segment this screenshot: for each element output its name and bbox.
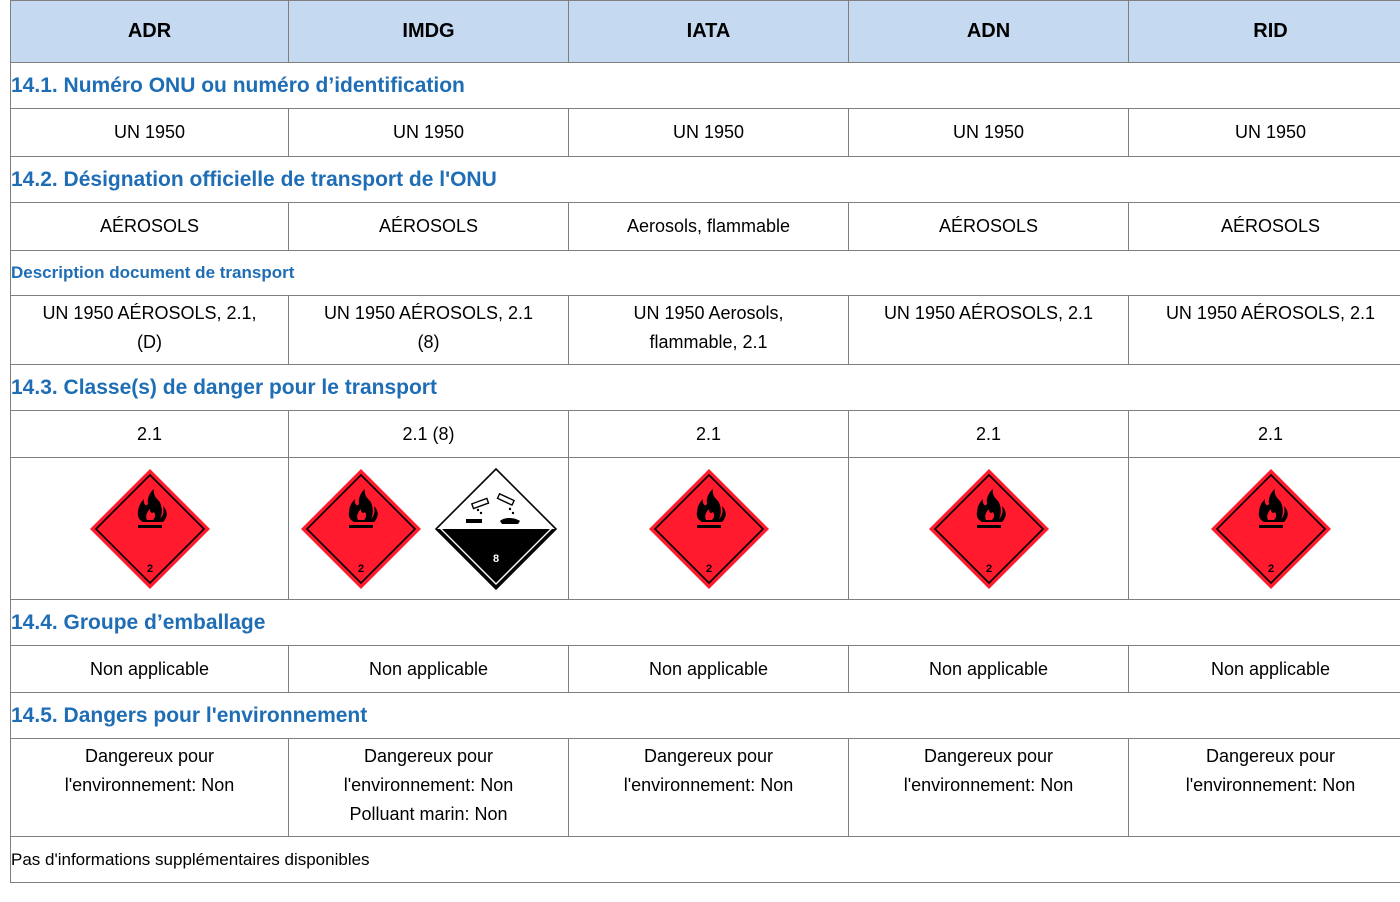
section-title-row bbox=[11, 600, 1400, 646]
flammable-gas-class-2-icon bbox=[647, 467, 771, 591]
section-title-hazard-class: 14.3. Classe(s) de danger pour le transport bbox=[11, 365, 1400, 411]
hazard-class-cell-adn: 2.1 bbox=[849, 411, 1129, 458]
table-row bbox=[11, 646, 1400, 693]
environment-cell-rid bbox=[1129, 739, 1400, 837]
class-number-label: 2 bbox=[1267, 562, 1274, 575]
section-title-un-number: 14.1. Numéro ONU ou numéro d’identification bbox=[11, 63, 1400, 109]
environment-line: l'environnement: Non bbox=[1185, 775, 1356, 795]
section-title-row bbox=[11, 157, 1400, 203]
transport-doc-cell-adr bbox=[11, 296, 289, 365]
header-row bbox=[11, 1, 1400, 63]
pictogram-row bbox=[11, 458, 1400, 600]
pictogram-cell-adn bbox=[849, 458, 1129, 600]
flammable-gas-class-2-icon bbox=[299, 467, 423, 591]
environment-cell-imdg bbox=[289, 739, 569, 837]
environment-line: l'environnement: Non bbox=[623, 775, 794, 795]
column-header-adn: ADN bbox=[849, 1, 1129, 63]
column-header-rid: RID bbox=[1129, 1, 1400, 63]
subsection-title-transport-doc: Description document de transport bbox=[11, 251, 1400, 296]
section-title-row bbox=[11, 693, 1400, 739]
environment-line: Polluant marin: Non bbox=[349, 804, 508, 824]
packing-group-cell-iata: Non applicable bbox=[569, 646, 849, 693]
table-row bbox=[11, 203, 1400, 251]
corrosive-class-8-icon bbox=[434, 467, 558, 591]
packing-group-cell-imdg: Non applicable bbox=[289, 646, 569, 693]
shipping-name-cell-rid: AÉROSOLS bbox=[1129, 203, 1400, 251]
class-number-label: 2 bbox=[357, 562, 365, 575]
hazard-class-cell-iata: 2.1 bbox=[569, 411, 849, 458]
column-header-iata: IATA bbox=[569, 1, 849, 63]
environment-line: Dangereux pour bbox=[1205, 746, 1336, 766]
subsection-title-row bbox=[11, 251, 1400, 296]
section-title-shipping-name: 14.2. Désignation officielle de transport de l'ONU bbox=[11, 157, 1400, 203]
transport-doc-line: UN 1950 AÉROSOLS, 2.1, bbox=[42, 303, 257, 323]
pictogram-cell-rid bbox=[1129, 458, 1400, 600]
transport-doc-cell-adn bbox=[849, 296, 1129, 365]
environment-cell-iata bbox=[569, 739, 849, 837]
shipping-name-cell-imdg: AÉROSOLS bbox=[289, 203, 569, 251]
class-number-label: 2 bbox=[705, 562, 712, 575]
un-number-cell-adn: UN 1950 bbox=[849, 109, 1129, 157]
transport-doc-line: (D) bbox=[137, 332, 162, 352]
class-number-label: 8 bbox=[492, 552, 500, 565]
flammable-gas-class-2-icon bbox=[1209, 467, 1333, 591]
footer-row bbox=[11, 837, 1400, 883]
class-number-label: 2 bbox=[985, 562, 992, 575]
pictogram-cell-iata bbox=[569, 458, 849, 600]
environment-line: l'environnement: Non bbox=[903, 775, 1074, 795]
shipping-name-cell-iata: Aerosols, flammable bbox=[569, 203, 849, 251]
pictogram-cell-imdg bbox=[289, 458, 569, 600]
packing-group-cell-rid: Non applicable bbox=[1129, 646, 1400, 693]
table-row bbox=[11, 411, 1400, 458]
section-title-row bbox=[11, 365, 1400, 411]
transport-doc-line: UN 1950 Aerosols, bbox=[633, 303, 784, 323]
un-number-cell-imdg: UN 1950 bbox=[289, 109, 569, 157]
transport-doc-line: (8) bbox=[417, 332, 440, 352]
un-number-cell-adr: UN 1950 bbox=[11, 109, 289, 157]
environment-line: Dangereux pour bbox=[643, 746, 774, 766]
footer-note: Pas d'informations supplémentaires disponibles bbox=[11, 837, 1400, 883]
section-title-packing-group: 14.4. Groupe d’emballage bbox=[11, 600, 1400, 646]
table-row bbox=[11, 109, 1400, 157]
shipping-name-cell-adn: AÉROSOLS bbox=[849, 203, 1129, 251]
transport-doc-line: UN 1950 AÉROSOLS, 2.1 bbox=[883, 303, 1094, 323]
environment-line: Dangereux pour bbox=[363, 746, 494, 766]
packing-group-cell-adr: Non applicable bbox=[11, 646, 289, 693]
environment-line: Dangereux pour bbox=[84, 746, 215, 766]
hazard-class-cell-rid: 2.1 bbox=[1129, 411, 1400, 458]
environment-line: l'environnement: Non bbox=[343, 775, 514, 795]
table-row bbox=[11, 296, 1400, 365]
section-title-row bbox=[11, 63, 1400, 109]
class-number-label: 2 bbox=[146, 562, 153, 575]
shipping-name-cell-adr: AÉROSOLS bbox=[11, 203, 289, 251]
environment-line: l'environnement: Non bbox=[64, 775, 235, 795]
section-title-environment: 14.5. Dangers pour l'environnement bbox=[11, 693, 1400, 739]
transport-doc-line: flammable, 2.1 bbox=[649, 332, 768, 352]
environment-cell-adn bbox=[849, 739, 1129, 837]
packing-group-cell-adn: Non applicable bbox=[849, 646, 1129, 693]
un-number-cell-rid: UN 1950 bbox=[1129, 109, 1400, 157]
table-row bbox=[11, 739, 1400, 837]
environment-cell-adr bbox=[11, 739, 289, 837]
environment-line: Dangereux pour bbox=[923, 746, 1054, 766]
flammable-gas-class-2-icon bbox=[927, 467, 1051, 591]
column-header-adr: ADR bbox=[11, 1, 289, 63]
transport-doc-line: UN 1950 AÉROSOLS, 2.1 bbox=[1165, 303, 1376, 323]
transport-doc-cell-iata bbox=[569, 296, 849, 365]
transport-doc-cell-rid bbox=[1129, 296, 1400, 365]
hazard-class-cell-imdg: 2.1 (8) bbox=[289, 411, 569, 458]
pictogram-cell-adr bbox=[11, 458, 289, 600]
hazard-class-cell-adr: 2.1 bbox=[11, 411, 289, 458]
column-header-imdg: IMDG bbox=[289, 1, 569, 63]
un-number-cell-iata: UN 1950 bbox=[569, 109, 849, 157]
transport-info-table bbox=[10, 0, 1400, 883]
transport-doc-line: UN 1950 AÉROSOLS, 2.1 bbox=[323, 303, 534, 323]
flammable-gas-class-2-icon bbox=[88, 467, 212, 591]
transport-doc-cell-imdg bbox=[289, 296, 569, 365]
